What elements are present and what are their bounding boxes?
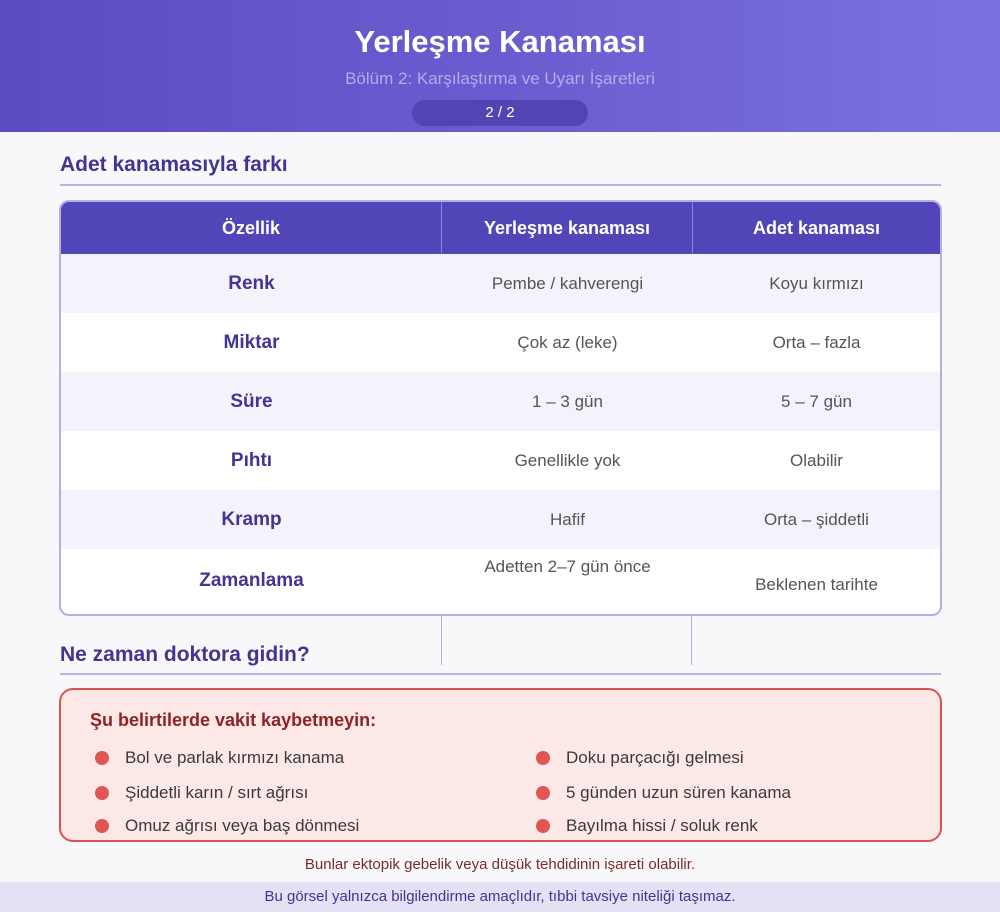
row-period-value: Beklenen tarihte (755, 575, 878, 594)
table-row (61, 254, 940, 313)
table-header-row (61, 202, 940, 254)
table-row (61, 549, 940, 613)
row-feature: Süre (230, 390, 273, 412)
list-item-text: Doku parçacığı gelmesi (566, 748, 744, 767)
row-feature: Miktar (223, 331, 280, 353)
page-indicator: 2 / 2 (412, 100, 588, 126)
bullet-dot-icon (95, 786, 109, 800)
list-item (566, 783, 791, 803)
column-header-implantation: Yerleşme kanaması (442, 202, 693, 254)
warning-title: Şu belirtilerde vakit kaybetmeyin: (90, 710, 377, 730)
list-item (566, 748, 744, 768)
list-item-text: Bol ve parlak kırmızı kanama (125, 748, 345, 767)
row-period-value: Orta – şiddetli (764, 509, 869, 529)
bullet-dot-icon (95, 751, 109, 765)
row-period-value: Orta – fazla (772, 332, 861, 352)
list-item (125, 783, 308, 803)
table-row (61, 431, 940, 490)
row-implantation-value: Genellikle yok (514, 450, 621, 470)
warning-box (59, 688, 942, 842)
list-item-text: Omuz ağrısı veya baş dönmesi (125, 816, 360, 835)
column-header-period: Adet kanaması (752, 217, 881, 238)
row-period-value: Koyu kırmızı (769, 273, 864, 293)
row-implantation-value: 1 – 3 gün (532, 391, 603, 411)
row-period-value: Olabilir (790, 450, 843, 470)
page-title: Yerleşme Kanaması (354, 24, 646, 59)
footer-disclaimer: Bu görsel yalnızca bilgilendirme amaçlıdır, tıbbi tavsiye niteliği taşımaz. (0, 882, 1000, 912)
list-item (125, 816, 359, 836)
table-row (61, 372, 940, 431)
table-body (61, 254, 940, 613)
table-row (61, 490, 940, 549)
column-header-feature: Özellik (61, 202, 442, 254)
row-feature: Renk (228, 272, 275, 294)
list-item-text: 5 günden uzun süren kanama (566, 783, 791, 802)
row-implantation-value: Çok az (leke) (517, 332, 618, 352)
list-item (566, 816, 758, 836)
bullet-dot-icon (536, 819, 550, 833)
doctor-section-title: Ne zaman doktora gidin? (60, 643, 941, 675)
row-feature: Pıhtı (230, 449, 273, 471)
row-implantation-value: Pembe / kahverengi (491, 273, 644, 293)
bullet-dot-icon (536, 751, 550, 765)
header-banner (0, 0, 1000, 132)
list-item-text: Şiddetli karın / sırt ağrısı (125, 783, 309, 802)
row-feature: Kramp (221, 508, 282, 530)
list-item (125, 748, 344, 768)
list-item-text: Bayılma hissi / soluk renk (566, 816, 758, 835)
bullet-dot-icon (95, 819, 109, 833)
warning-note: Bunlar ektopik gebelik veya düşük tehdidinin işareti olabilir. (304, 856, 696, 873)
comparison-section-title: Adet kanamasıyla farkı (60, 153, 941, 186)
bullet-dot-icon (536, 786, 550, 800)
row-implantation-value: Hafif (550, 509, 585, 529)
row-feature: Zamanlama (199, 570, 304, 591)
row-implantation-value: Adetten 2–7 gün önce (484, 557, 651, 576)
comparison-table (59, 200, 942, 616)
table-row (61, 313, 940, 372)
page-subtitle: Bölüm 2: Karşılaştırma ve Uyarı İşaretleri (345, 69, 655, 88)
row-period-value: 5 – 7 gün (781, 391, 852, 411)
